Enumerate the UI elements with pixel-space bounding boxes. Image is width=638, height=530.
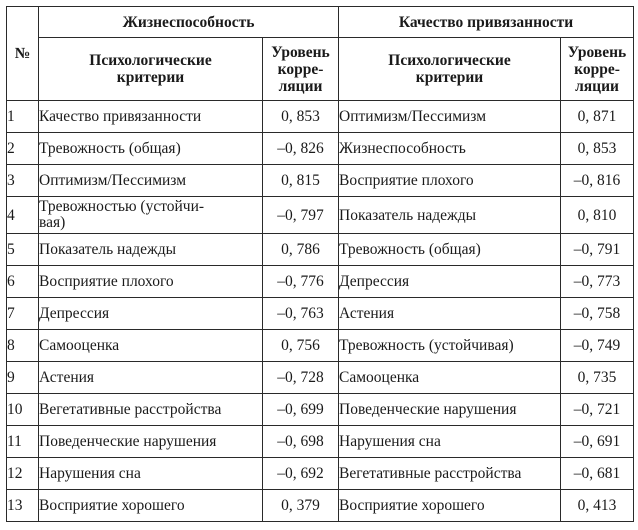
level-header-line: ляции xyxy=(575,77,619,95)
criterion-attachment: Показатель надежды xyxy=(339,197,561,234)
correlation-attachment: –0, 816 xyxy=(561,165,634,197)
level-header xyxy=(561,38,634,101)
level-header-line: корре- xyxy=(277,60,324,78)
criterion-resilience: Качество привязанности xyxy=(39,101,263,133)
criterion-attachment: Вегетативные расстройства xyxy=(339,458,561,490)
correlation-attachment: 0, 810 xyxy=(561,197,634,234)
correlation-resilience: 0, 853 xyxy=(263,101,339,133)
criterion-attachment: Жизнеспособность xyxy=(339,133,561,165)
table-row xyxy=(7,165,634,197)
criterion-resilience: Показатель надежды xyxy=(39,234,263,266)
criterion-resilience: Тревожность (общая) xyxy=(39,133,263,165)
correlation-attachment: 0, 735 xyxy=(561,362,634,394)
row-number: 5 xyxy=(7,234,39,266)
criterion-attachment: Депрессия xyxy=(339,266,561,298)
correlation-resilience: –0, 699 xyxy=(263,394,339,426)
correlation-attachment: 0, 871 xyxy=(561,101,634,133)
correlation-resilience: –0, 763 xyxy=(263,298,339,330)
criterion-resilience: Депрессия xyxy=(39,298,263,330)
level-header-line: корре- xyxy=(574,60,620,78)
row-number: 11 xyxy=(7,426,39,458)
table-row xyxy=(7,394,634,426)
criteria-header-line: критерии xyxy=(415,69,484,86)
correlation-resilience: –0, 692 xyxy=(263,458,339,490)
row-number: 13 xyxy=(7,490,39,522)
row-number: 7 xyxy=(7,298,39,330)
table-row xyxy=(7,101,634,133)
table-row xyxy=(7,298,634,330)
criteria-header-line: Психологические xyxy=(388,52,511,69)
row-number: 4 xyxy=(7,197,39,234)
criterion-resilience xyxy=(39,197,263,234)
row-number: 9 xyxy=(7,362,39,394)
correlation-resilience: –0, 826 xyxy=(263,133,339,165)
criteria-header xyxy=(339,38,561,101)
criterion-line: вая) xyxy=(39,214,66,231)
criterion-resilience: Восприятие плохого xyxy=(39,266,263,298)
correlation-table xyxy=(6,6,634,522)
table-row xyxy=(7,458,634,490)
group-header-resilience: Жизнеспособность xyxy=(39,7,339,38)
correlation-attachment: 0, 853 xyxy=(561,133,634,165)
criterion-attachment: Восприятие плохого xyxy=(339,165,561,197)
criterion-line: Тревожностью (устойчи- xyxy=(39,198,205,215)
criteria-header-line: критерии xyxy=(116,69,185,86)
criterion-resilience: Восприятие хорошего xyxy=(39,490,263,522)
criterion-attachment: Тревожность (устойчивая) xyxy=(339,330,561,362)
row-number: 6 xyxy=(7,266,39,298)
num-header: № xyxy=(7,7,39,101)
table-row xyxy=(7,234,634,266)
correlation-resilience: 0, 815 xyxy=(263,165,339,197)
correlation-attachment: –0, 791 xyxy=(561,234,634,266)
correlation-resilience: –0, 728 xyxy=(263,362,339,394)
correlation-resilience: 0, 379 xyxy=(263,490,339,522)
correlation-resilience: –0, 797 xyxy=(263,197,339,234)
criterion-attachment: Восприятие хорошего xyxy=(339,490,561,522)
criterion-attachment: Оптимизм/Пессимизм xyxy=(339,101,561,133)
criterion-attachment: Астения xyxy=(339,298,561,330)
row-number: 3 xyxy=(7,165,39,197)
criterion-resilience: Самооценка xyxy=(39,330,263,362)
correlation-attachment: –0, 681 xyxy=(561,458,634,490)
correlation-attachment: –0, 749 xyxy=(561,330,634,362)
correlation-attachment: –0, 758 xyxy=(561,298,634,330)
criterion-attachment: Поведенческие нарушения xyxy=(339,394,561,426)
correlation-resilience: –0, 776 xyxy=(263,266,339,298)
level-header xyxy=(263,38,339,101)
criterion-attachment: Нарушения сна xyxy=(339,426,561,458)
row-number: 12 xyxy=(7,458,39,490)
correlation-attachment: –0, 691 xyxy=(561,426,634,458)
table-row xyxy=(7,426,634,458)
level-header-line: Уровень xyxy=(271,43,330,61)
criteria-header-line: Психологические xyxy=(89,52,212,69)
criterion-resilience: Нарушения сна xyxy=(39,458,263,490)
table-row xyxy=(7,266,634,298)
table-row xyxy=(7,362,634,394)
criterion-resilience: Астения xyxy=(39,362,263,394)
criterion-resilience: Поведенческие нарушения xyxy=(39,426,263,458)
correlation-attachment: –0, 773 xyxy=(561,266,634,298)
table-row xyxy=(7,197,634,234)
row-number: 10 xyxy=(7,394,39,426)
table-row xyxy=(7,133,634,165)
correlation-attachment: –0, 721 xyxy=(561,394,634,426)
level-header-line: ляции xyxy=(278,77,323,95)
correlation-attachment: 0, 413 xyxy=(561,490,634,522)
correlation-resilience: 0, 756 xyxy=(263,330,339,362)
criterion-attachment: Тревожность (общая) xyxy=(339,234,561,266)
table-row xyxy=(7,330,634,362)
row-number: 8 xyxy=(7,330,39,362)
correlation-resilience: –0, 698 xyxy=(263,426,339,458)
criterion-attachment: Самооценка xyxy=(339,362,561,394)
criterion-resilience: Оптимизм/Пессимизм xyxy=(39,165,263,197)
table-row xyxy=(7,490,634,522)
group-header-attachment: Качество привязанности xyxy=(339,7,634,38)
criterion-resilience: Вегетативные расстройства xyxy=(39,394,263,426)
level-header-line: Уровень xyxy=(567,43,627,61)
correlation-resilience: 0, 786 xyxy=(263,234,339,266)
criteria-header xyxy=(39,38,263,101)
row-number: 1 xyxy=(7,101,39,133)
row-number: 2 xyxy=(7,133,39,165)
